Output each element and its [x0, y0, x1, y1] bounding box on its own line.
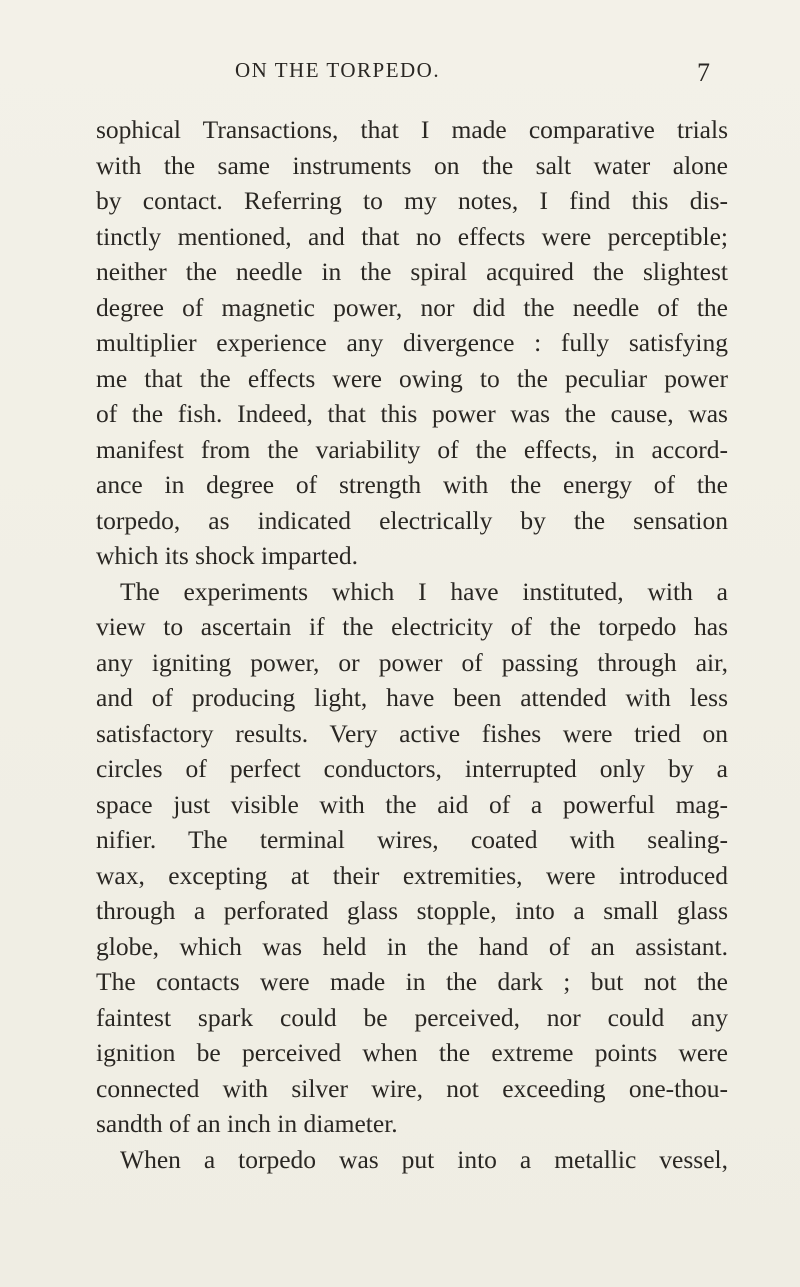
running-title: ON THE TORPEDO. — [235, 58, 441, 82]
text-line: sophical Transactions, that I made comparative trials — [96, 115, 728, 144]
text-line: ignition be perceived when the extreme points were — [96, 1038, 728, 1067]
text-line: me that the effects were owing to the peculiar power — [96, 363, 728, 393]
text-line: neither the needle in the spiral acquired the slightest — [96, 257, 728, 286]
text-line: satisfactory results. Very active fishes were tried on — [96, 718, 728, 748]
text-line: faintest spark could be perceived, nor could any — [96, 1002, 728, 1032]
text-line: with the same instruments on the salt water alone — [96, 150, 728, 180]
body-text — [96, 112, 728, 1177]
text-line: any igniting power, or power of passing through air, — [96, 647, 728, 677]
text-line: circles of perfect conductors, interrupted only by a — [96, 754, 728, 783]
text-line: wax, excepting at their extremities, were introduced — [96, 860, 728, 890]
text-line: nifier. The terminal wires, coated with sealing- — [96, 825, 728, 854]
text-line: connected with silver wire, not exceeding one-thou- — [96, 1073, 728, 1103]
text-line: view to ascertain if the electricity of the torpedo has — [96, 612, 728, 641]
text-line: ance in degree of strength with the energy of the — [96, 470, 728, 499]
text-line: manifest from the variability of the effects, in accord- — [96, 434, 728, 464]
running-head — [0, 58, 800, 94]
text-line: multiplier experience any divergence : fully satisfying — [96, 328, 728, 357]
text-line: by contact. Referring to my notes, I find this dis- — [96, 186, 728, 215]
text-line: and of producing light, have been attended with less — [96, 683, 728, 712]
paragraph-start-line: The experiments which I have instituted, with a — [120, 576, 728, 606]
text-line: torpedo, as indicated electrically by the sensation — [96, 505, 728, 535]
text-line: tinctly mentioned, and that no effects were perceptible; — [96, 221, 728, 251]
text-line: space just visible with the aid of a powerful mag- — [96, 789, 728, 819]
page-number: 7 — [697, 58, 710, 87]
text-line: globe, which was held in the hand of an assistant. — [96, 931, 728, 961]
paragraph-start-line: When a torpedo was put into a metallic vessel, — [120, 1144, 728, 1174]
text-line: which its shock imparted. — [96, 541, 359, 570]
text-line: sandth of an inch in diameter. — [96, 1109, 398, 1138]
text-line: degree of magnetic power, nor did the needle of the — [96, 292, 728, 322]
text-line: of the fish. Indeed, that this power was the cause, was — [96, 399, 728, 428]
text-line: through a perforated glass stopple, into a small glass — [96, 896, 728, 925]
text-line: The contacts were made in the dark ; but not the — [96, 967, 728, 996]
